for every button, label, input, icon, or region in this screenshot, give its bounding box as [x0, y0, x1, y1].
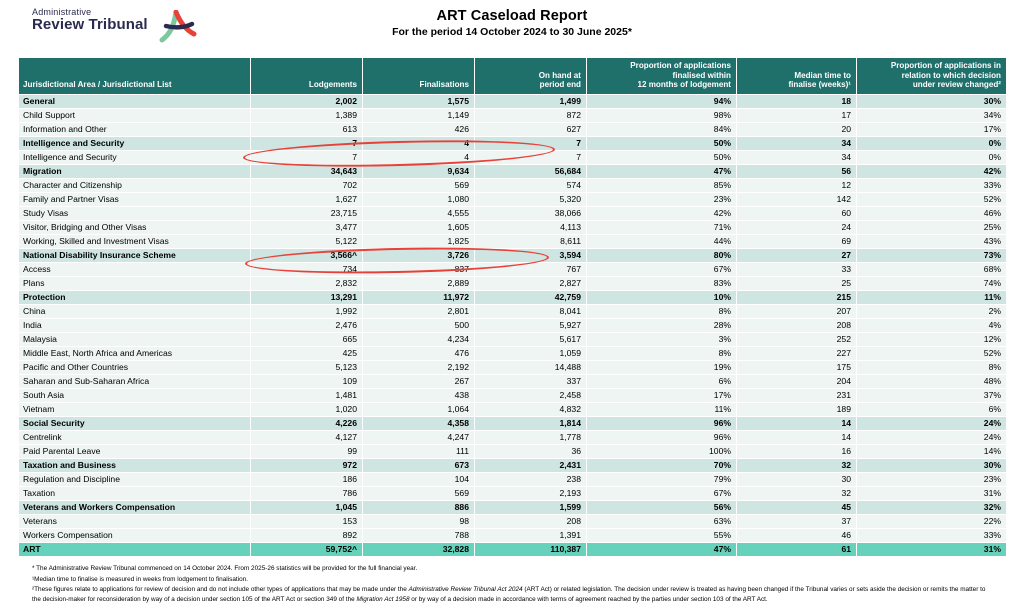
- logo-text: [32, 8, 148, 33]
- row-value: 12: [737, 178, 857, 192]
- row-value: 337: [475, 374, 587, 388]
- row-value: 5,617: [475, 332, 587, 346]
- row-value: 208: [475, 514, 587, 528]
- row-value: 45: [737, 500, 857, 514]
- row-value: 14%: [857, 444, 1007, 458]
- row-label: Intelligence and Security: [19, 150, 251, 164]
- row-value: 14: [737, 416, 857, 430]
- row-value: 3,594: [475, 248, 587, 262]
- col-header-median-time: Median time to finalise (weeks)¹: [737, 58, 857, 95]
- row-value: 31%: [857, 542, 1007, 556]
- row-value: 34: [737, 150, 857, 164]
- row-value: 788: [363, 528, 475, 542]
- row-label: Veterans: [19, 514, 251, 528]
- table-row: [19, 94, 1007, 108]
- row-value: 4,247: [363, 430, 475, 444]
- table-row: [19, 402, 1007, 416]
- row-value: 786: [251, 486, 363, 500]
- col-header-lodgements: Lodgements: [251, 58, 363, 95]
- table-row: [19, 528, 1007, 542]
- row-value: 74%: [857, 276, 1007, 290]
- row-label: India: [19, 318, 251, 332]
- row-value: 227: [737, 346, 857, 360]
- table-row: [19, 458, 1007, 472]
- row-value: 215: [737, 290, 857, 304]
- row-value: 767: [475, 262, 587, 276]
- row-value: 8%: [857, 360, 1007, 374]
- row-value: 73%: [857, 248, 1007, 262]
- row-label: Study Visas: [19, 206, 251, 220]
- row-value: 30%: [857, 458, 1007, 472]
- row-value: 186: [251, 472, 363, 486]
- row-value: 3,726: [363, 248, 475, 262]
- row-value: 1,575: [363, 94, 475, 108]
- row-value: 3,477: [251, 220, 363, 234]
- row-value: 7: [475, 136, 587, 150]
- row-value: 267: [363, 374, 475, 388]
- row-value: 231: [737, 388, 857, 402]
- footnote-3: ²These figures relate to applications for review of decision and do not include other types of applications that may be made under the Administrative Review Tribunal Act 2024 (ART Act) or related legislation. The decision under review is treated as having been changed if the Tribunal varies or sets aside the decision or remits the matter to the decision-maker for reconsideration by way of a decision under section 105 of the ART Act or section 349 of the Migration Act 1958 or by way of a decision made in accordance with terms of agreement reached by the parties under section 103 of the ART Act.: [32, 586, 986, 604]
- caseload-table: [18, 57, 1007, 557]
- row-value: 34%: [857, 108, 1007, 122]
- row-label: Protection: [19, 290, 251, 304]
- row-value: 80%: [587, 248, 737, 262]
- table-row: [19, 108, 1007, 122]
- row-value: 18: [737, 94, 857, 108]
- page-header: [18, 0, 1006, 52]
- row-label: Family and Partner Visas: [19, 192, 251, 206]
- col-header-jurisdiction: Jurisdictional Area / Jurisdictional List: [19, 58, 251, 95]
- row-value: 189: [737, 402, 857, 416]
- table-row: [19, 206, 1007, 220]
- row-value: 142: [737, 192, 857, 206]
- row-value: 11%: [857, 290, 1007, 304]
- row-value: 30%: [857, 94, 1007, 108]
- row-label: Migration: [19, 164, 251, 178]
- col-header-finalisations: Finalisations: [363, 58, 475, 95]
- row-value: 70%: [587, 458, 737, 472]
- row-value: 4,832: [475, 402, 587, 416]
- row-value: 2,801: [363, 304, 475, 318]
- row-value: 28%: [587, 318, 737, 332]
- row-value: 7: [251, 136, 363, 150]
- table-row: [19, 262, 1007, 276]
- row-value: 627: [475, 122, 587, 136]
- row-value: 569: [363, 178, 475, 192]
- row-value: 476: [363, 346, 475, 360]
- row-value: 96%: [587, 430, 737, 444]
- row-value: 20: [737, 122, 857, 136]
- row-value: 8%: [587, 304, 737, 318]
- row-label: Saharan and Sub-Saharan Africa: [19, 374, 251, 388]
- row-value: 5,123: [251, 360, 363, 374]
- row-value: 19%: [587, 360, 737, 374]
- table-row: [19, 220, 1007, 234]
- row-value: 23,715: [251, 206, 363, 220]
- row-value: 11%: [587, 402, 737, 416]
- row-value: 59,752^: [251, 542, 363, 556]
- row-value: 47%: [587, 542, 737, 556]
- table-row: [19, 248, 1007, 262]
- row-value: 33%: [857, 528, 1007, 542]
- table-row: [19, 514, 1007, 528]
- row-label: Pacific and Other Countries: [19, 360, 251, 374]
- row-value: 67%: [587, 486, 737, 500]
- row-value: 2,192: [363, 360, 475, 374]
- page-subtitle: For the period 14 October 2024 to 30 June 2025*: [392, 26, 632, 38]
- row-value: 5,122: [251, 234, 363, 248]
- row-value: 63%: [587, 514, 737, 528]
- row-value: 17%: [857, 122, 1007, 136]
- footnote-1: * The Administrative Review Tribunal commenced on 14 October 2024. From 2025-26 statistics will be provided for the full financial year.: [32, 564, 418, 572]
- row-value: 426: [363, 122, 475, 136]
- row-label: Workers Compensation: [19, 528, 251, 542]
- row-value: 886: [363, 500, 475, 514]
- row-value: 111: [363, 444, 475, 458]
- logo-line-administrative: Administrative: [32, 7, 92, 17]
- row-value: 48%: [857, 374, 1007, 388]
- table-row: [19, 444, 1007, 458]
- footnote-2: ¹Median time to finalise is measured in weeks from lodgement to finalisation.: [32, 575, 248, 583]
- row-value: 2,002: [251, 94, 363, 108]
- row-value: 1,481: [251, 388, 363, 402]
- table-row: [19, 192, 1007, 206]
- row-value: 4,358: [363, 416, 475, 430]
- row-label: Taxation: [19, 486, 251, 500]
- row-value: 702: [251, 178, 363, 192]
- row-label: Information and Other: [19, 122, 251, 136]
- row-value: 24: [737, 220, 857, 234]
- row-value: 1,020: [251, 402, 363, 416]
- table-row: [19, 164, 1007, 178]
- row-value: 96%: [587, 416, 737, 430]
- row-value: 14: [737, 430, 857, 444]
- row-value: 17: [737, 108, 857, 122]
- row-value: 1,499: [475, 94, 587, 108]
- row-value: 22%: [857, 514, 1007, 528]
- table-row: [19, 416, 1007, 430]
- row-value: 2,431: [475, 458, 587, 472]
- row-label: Child Support: [19, 108, 251, 122]
- table-row: [19, 318, 1007, 332]
- footnotes: [32, 564, 992, 605]
- row-value: 56%: [587, 500, 737, 514]
- row-value: 9,634: [363, 164, 475, 178]
- row-value: 665: [251, 332, 363, 346]
- row-value: 238: [475, 472, 587, 486]
- row-value: 1,605: [363, 220, 475, 234]
- row-value: 34: [737, 136, 857, 150]
- row-value: 1,391: [475, 528, 587, 542]
- row-value: 42%: [587, 206, 737, 220]
- row-value: 12%: [857, 332, 1007, 346]
- table-row: [19, 542, 1007, 556]
- row-value: 33%: [857, 178, 1007, 192]
- row-label: ART: [19, 542, 251, 556]
- row-value: 37%: [857, 388, 1007, 402]
- row-value: 569: [363, 486, 475, 500]
- tribunal-logo: [32, 8, 198, 49]
- row-value: 4,113: [475, 220, 587, 234]
- row-value: 24%: [857, 430, 1007, 444]
- row-value: 8%: [587, 346, 737, 360]
- row-value: 46: [737, 528, 857, 542]
- row-value: 673: [363, 458, 475, 472]
- row-label: Access: [19, 262, 251, 276]
- table-row: [19, 374, 1007, 388]
- row-label: China: [19, 304, 251, 318]
- row-label: Working, Skilled and Investment Visas: [19, 234, 251, 248]
- row-value: 55%: [587, 528, 737, 542]
- row-value: 110,387: [475, 542, 587, 556]
- row-value: 972: [251, 458, 363, 472]
- row-value: 38,066: [475, 206, 587, 220]
- row-value: 837: [363, 262, 475, 276]
- row-value: 67%: [587, 262, 737, 276]
- row-value: 1,992: [251, 304, 363, 318]
- row-value: 25%: [857, 220, 1007, 234]
- row-label: Vietnam: [19, 402, 251, 416]
- row-value: 109: [251, 374, 363, 388]
- row-value: 0%: [857, 136, 1007, 150]
- table-row: [19, 234, 1007, 248]
- row-value: 574: [475, 178, 587, 192]
- table-row: [19, 332, 1007, 346]
- row-value: 438: [363, 388, 475, 402]
- row-value: 1,045: [251, 500, 363, 514]
- row-label: Taxation and Business: [19, 458, 251, 472]
- row-value: 42,759: [475, 290, 587, 304]
- table-body: [19, 94, 1007, 556]
- row-label: South Asia: [19, 388, 251, 402]
- col-header-proportion-finalised: Proportion of applications finalised within 12 months of lodgement: [587, 58, 737, 95]
- table-row: [19, 486, 1007, 500]
- row-value: 2,458: [475, 388, 587, 402]
- row-value: 2,832: [251, 276, 363, 290]
- row-value: 1,778: [475, 430, 587, 444]
- row-label: Character and Citizenship: [19, 178, 251, 192]
- col-header-proportion-changed: Proportion of applications in relation to which decision under review changed²: [857, 58, 1007, 95]
- logo-line-review-tribunal: Review Tribunal: [32, 16, 148, 34]
- table-row: [19, 136, 1007, 150]
- row-value: 204: [737, 374, 857, 388]
- row-label: Centrelink: [19, 430, 251, 444]
- table-row: [19, 178, 1007, 192]
- row-value: 208: [737, 318, 857, 332]
- row-value: 83%: [587, 276, 737, 290]
- row-label: Regulation and Discipline: [19, 472, 251, 486]
- row-value: 4,555: [363, 206, 475, 220]
- row-value: 3%: [587, 332, 737, 346]
- row-value: 100%: [587, 444, 737, 458]
- row-label: Middle East, North Africa and Americas: [19, 346, 251, 360]
- row-value: 1,599: [475, 500, 587, 514]
- row-value: 613: [251, 122, 363, 136]
- logo-mark-icon: [156, 10, 198, 49]
- row-value: 85%: [587, 178, 737, 192]
- row-value: 32: [737, 486, 857, 500]
- row-value: 32%: [857, 500, 1007, 514]
- row-value: 252: [737, 332, 857, 346]
- row-value: 27: [737, 248, 857, 262]
- row-value: 425: [251, 346, 363, 360]
- row-value: 69: [737, 234, 857, 248]
- row-value: 47%: [587, 164, 737, 178]
- row-value: 31%: [857, 486, 1007, 500]
- row-value: 44%: [587, 234, 737, 248]
- row-value: 207: [737, 304, 857, 318]
- table-row: [19, 122, 1007, 136]
- row-value: 104: [363, 472, 475, 486]
- row-value: 11,972: [363, 290, 475, 304]
- row-label: Plans: [19, 276, 251, 290]
- row-value: 5,320: [475, 192, 587, 206]
- row-value: 50%: [587, 136, 737, 150]
- row-value: 79%: [587, 472, 737, 486]
- row-value: 43%: [857, 234, 1007, 248]
- col-header-on-hand: On hand at period end: [475, 58, 587, 95]
- table-row: [19, 346, 1007, 360]
- row-value: 50%: [587, 150, 737, 164]
- row-label: National Disability Insurance Scheme: [19, 248, 251, 262]
- row-value: 2,889: [363, 276, 475, 290]
- row-label: Visitor, Bridging and Other Visas: [19, 220, 251, 234]
- row-value: 1,059: [475, 346, 587, 360]
- row-value: 1,825: [363, 234, 475, 248]
- row-value: 6%: [587, 374, 737, 388]
- row-value: 25: [737, 276, 857, 290]
- row-value: 61: [737, 542, 857, 556]
- row-value: 4%: [857, 318, 1007, 332]
- row-value: 14,488: [475, 360, 587, 374]
- row-value: 2,476: [251, 318, 363, 332]
- row-value: 24%: [857, 416, 1007, 430]
- row-value: 16: [737, 444, 857, 458]
- row-value: 23%: [587, 192, 737, 206]
- row-label: Social Security: [19, 416, 251, 430]
- row-value: 23%: [857, 472, 1007, 486]
- table-row: [19, 388, 1007, 402]
- row-value: 42%: [857, 164, 1007, 178]
- row-value: 892: [251, 528, 363, 542]
- row-value: 84%: [587, 122, 737, 136]
- row-label: Paid Parental Leave: [19, 444, 251, 458]
- table-row: [19, 276, 1007, 290]
- row-value: 60: [737, 206, 857, 220]
- row-value: 32: [737, 458, 857, 472]
- row-value: 1,627: [251, 192, 363, 206]
- row-value: 99: [251, 444, 363, 458]
- row-value: 37: [737, 514, 857, 528]
- row-value: 13,291: [251, 290, 363, 304]
- row-value: 6%: [857, 402, 1007, 416]
- row-value: 10%: [587, 290, 737, 304]
- row-value: 500: [363, 318, 475, 332]
- row-value: 98: [363, 514, 475, 528]
- row-value: 1,064: [363, 402, 475, 416]
- row-value: 33: [737, 262, 857, 276]
- row-value: 68%: [857, 262, 1007, 276]
- row-value: 8,041: [475, 304, 587, 318]
- row-value: 46%: [857, 206, 1007, 220]
- row-value: 7: [251, 150, 363, 164]
- row-value: 94%: [587, 94, 737, 108]
- row-value: 2,827: [475, 276, 587, 290]
- row-value: 56: [737, 164, 857, 178]
- row-value: 36: [475, 444, 587, 458]
- table-row: [19, 290, 1007, 304]
- table-row: [19, 472, 1007, 486]
- row-value: 3,566^: [251, 248, 363, 262]
- row-value: 175: [737, 360, 857, 374]
- row-value: 4,127: [251, 430, 363, 444]
- row-value: 4: [363, 150, 475, 164]
- row-value: 71%: [587, 220, 737, 234]
- row-label: Malaysia: [19, 332, 251, 346]
- row-value: 5,927: [475, 318, 587, 332]
- row-value: 153: [251, 514, 363, 528]
- table-header-row: [19, 58, 1007, 95]
- row-value: 872: [475, 108, 587, 122]
- row-value: 2%: [857, 304, 1007, 318]
- row-value: 7: [475, 150, 587, 164]
- row-value: 4,234: [363, 332, 475, 346]
- row-value: 2,193: [475, 486, 587, 500]
- row-value: 1,149: [363, 108, 475, 122]
- row-value: 4: [363, 136, 475, 150]
- row-value: 1,389: [251, 108, 363, 122]
- page-title: ART Caseload Report: [436, 8, 588, 24]
- table-row: [19, 360, 1007, 374]
- row-value: 1,814: [475, 416, 587, 430]
- row-value: 98%: [587, 108, 737, 122]
- row-label: Veterans and Workers Compensation: [19, 500, 251, 514]
- table-row: [19, 304, 1007, 318]
- row-value: 17%: [587, 388, 737, 402]
- row-value: 4,226: [251, 416, 363, 430]
- table-row: [19, 500, 1007, 514]
- row-value: 32,828: [363, 542, 475, 556]
- row-value: 56,684: [475, 164, 587, 178]
- row-value: 8,611: [475, 234, 587, 248]
- row-value: 0%: [857, 150, 1007, 164]
- row-value: 52%: [857, 346, 1007, 360]
- row-label: General: [19, 94, 251, 108]
- row-value: 34,643: [251, 164, 363, 178]
- row-value: 52%: [857, 192, 1007, 206]
- row-value: 734: [251, 262, 363, 276]
- row-label: Intelligence and Security: [19, 136, 251, 150]
- table-row: [19, 150, 1007, 164]
- table-row: [19, 430, 1007, 444]
- row-value: 30: [737, 472, 857, 486]
- row-value: 1,080: [363, 192, 475, 206]
